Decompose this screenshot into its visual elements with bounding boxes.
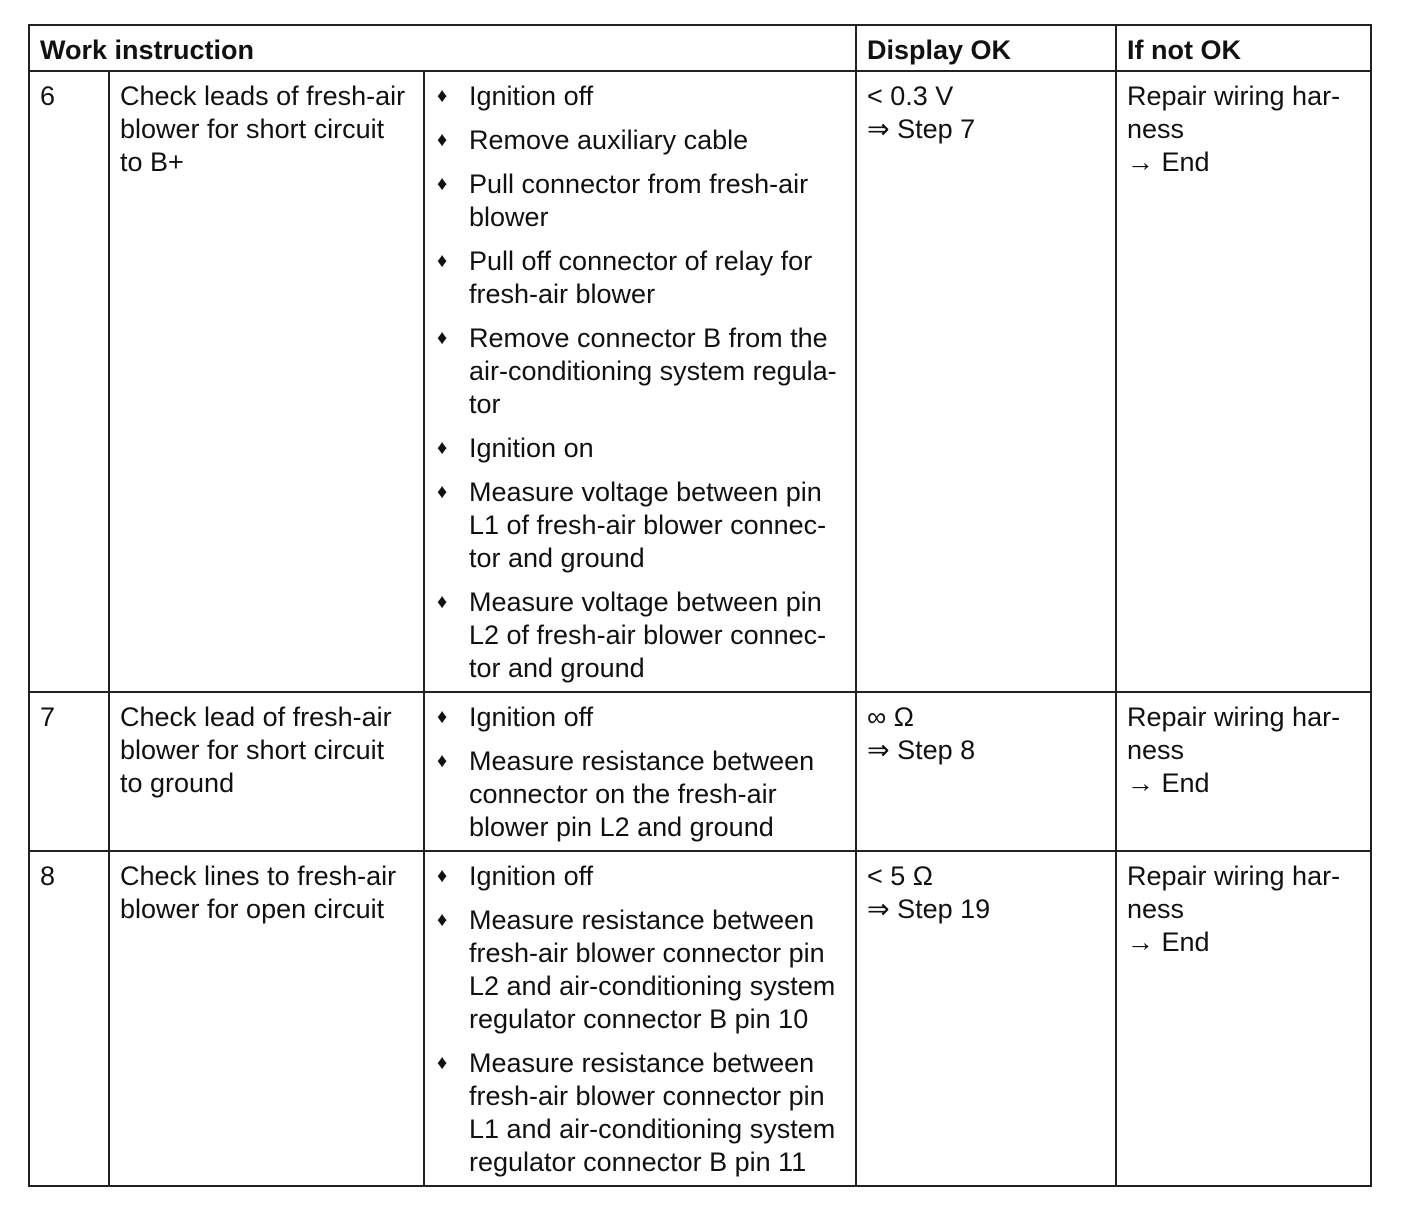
- table-row: [29, 71, 1371, 692]
- table-row: [29, 692, 1371, 851]
- table-header-row: [29, 25, 1371, 71]
- end-marker: → End: [1127, 768, 1210, 798]
- remedy-text: Repair wiring har-: [1127, 861, 1341, 891]
- end-marker: → End: [1127, 927, 1210, 957]
- diamond-bullet-icon: ♦: [437, 591, 448, 613]
- list-item: ♦ Ignition on: [437, 433, 594, 463]
- diamond-bullet-icon: ♦: [437, 481, 448, 503]
- display-ok-cell: [856, 851, 1116, 1186]
- diamond-bullet-icon: ♦: [437, 706, 448, 728]
- list-item: ♦ Measure resistance between fresh-air blower connector pin L2 and air-conditioning system regulator connector B pin 10: [437, 905, 836, 1034]
- remedy-text: Repair wiring har-: [1127, 81, 1341, 111]
- action-list: [429, 860, 845, 1179]
- list-item: ♦ Measure resistance between fresh-air blower connector pin L1 and air-conditioning system regulator connector B pin 11: [437, 1048, 836, 1177]
- diamond-bullet-icon: ♦: [437, 85, 448, 107]
- step-actions: [424, 71, 856, 692]
- step-number: 6: [29, 71, 109, 692]
- diamond-bullet-icon: ♦: [437, 437, 448, 459]
- list-item: ♦ Ignition off: [437, 861, 594, 891]
- display-ok-cell: [856, 71, 1116, 692]
- header-work-instruction: Work instruction: [29, 25, 856, 71]
- list-item: ♦ Measure voltage between pin L2 of fresh-air blower connec-tor and ground: [437, 587, 827, 683]
- table-row: [29, 851, 1371, 1186]
- remedy-text: ness: [1127, 114, 1185, 144]
- diamond-bullet-icon: ♦: [437, 750, 448, 772]
- diamond-bullet-icon: ♦: [437, 129, 448, 151]
- action-list: [429, 701, 845, 844]
- if-not-ok-cell: [1116, 851, 1371, 1186]
- step-description: Check leads of fresh-air blower for short circuit to B+: [109, 71, 424, 692]
- step-description: Check lead of fresh-air blower for short circuit to ground: [109, 692, 424, 851]
- expected-value: < 0.3 V: [867, 81, 954, 111]
- diamond-bullet-icon: ♦: [437, 909, 448, 931]
- diamond-bullet-icon: ♦: [437, 250, 448, 272]
- header-if-not-ok: If not OK: [1116, 25, 1371, 71]
- diamond-bullet-icon: ♦: [437, 865, 448, 887]
- list-item: ♦ Measure voltage between pin L1 of fresh-air blower connec-tor and ground: [437, 477, 827, 573]
- expected-value: ∞ Ω: [867, 702, 914, 732]
- step-actions: [424, 692, 856, 851]
- next-step-link: ⇒ Step 7: [867, 114, 976, 144]
- next-step-link: ⇒ Step 19: [867, 894, 991, 924]
- diamond-bullet-icon: ♦: [437, 173, 448, 195]
- diamond-bullet-icon: ♦: [437, 327, 448, 349]
- header-display-ok: Display OK: [856, 25, 1116, 71]
- if-not-ok-cell: [1116, 692, 1371, 851]
- action-list: [429, 80, 845, 685]
- step-description: Check lines to fresh-air blower for open circuit: [109, 851, 424, 1186]
- list-item: ♦ Remove auxiliary cable: [437, 125, 749, 155]
- expected-value: < 5 Ω: [867, 861, 933, 891]
- remedy-text: ness: [1127, 735, 1185, 765]
- list-item: ♦ Ignition off: [437, 81, 594, 111]
- work-instruction-table: [28, 24, 1372, 1187]
- diamond-bullet-icon: ♦: [437, 1052, 448, 1074]
- remedy-text: ness: [1127, 894, 1185, 924]
- list-item: ♦ Remove connector B from the air-conditioning system regula-tor: [437, 323, 837, 419]
- display-ok-cell: [856, 692, 1116, 851]
- list-item: ♦ Pull off connector of relay for fresh-air blower: [437, 246, 813, 309]
- list-item: ♦ Measure resistance between connector on the fresh-air blower pin L2 and ground: [437, 746, 815, 842]
- list-item: ♦ Pull connector from fresh-air blower: [437, 169, 809, 232]
- step-number: 7: [29, 692, 109, 851]
- next-step-link: ⇒ Step 8: [867, 735, 976, 765]
- remedy-text: Repair wiring har-: [1127, 702, 1341, 732]
- end-marker: → End: [1127, 147, 1210, 177]
- step-number: 8: [29, 851, 109, 1186]
- step-actions: [424, 851, 856, 1186]
- if-not-ok-cell: [1116, 71, 1371, 692]
- list-item: ♦ Ignition off: [437, 702, 594, 732]
